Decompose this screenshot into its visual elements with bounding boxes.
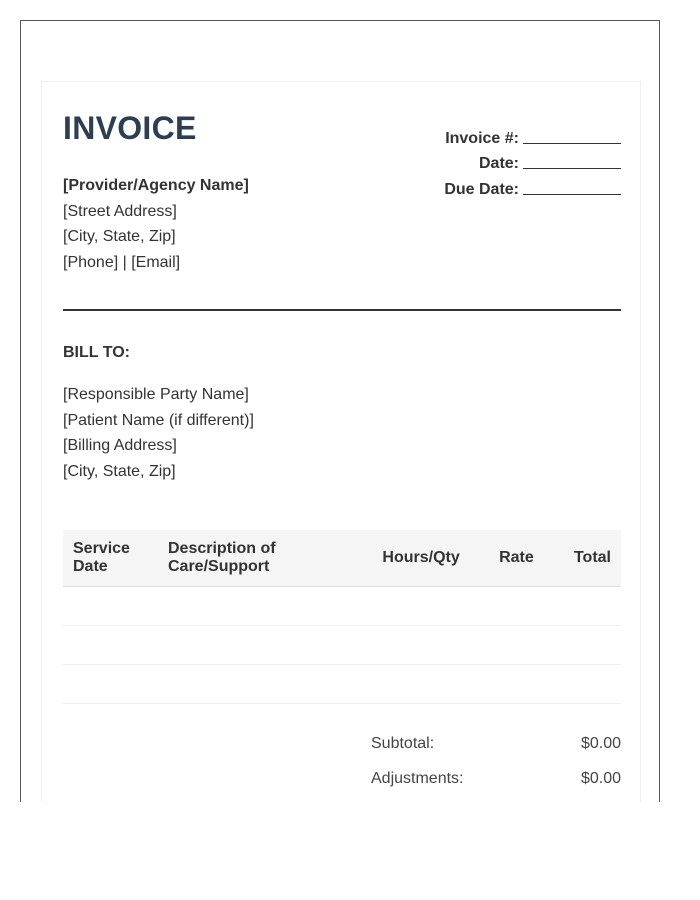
table-row xyxy=(63,586,621,625)
subtotal-row xyxy=(371,726,621,761)
patient-name: [Patient Name (if different)] xyxy=(63,411,254,429)
due-date-blank xyxy=(523,179,621,195)
invoice-title: INVOICE xyxy=(63,110,197,146)
responsible-party-name: [Responsible Party Name] xyxy=(63,386,249,403)
provider-name: [Provider/Agency Name] xyxy=(63,177,249,194)
invoice-date-row xyxy=(444,148,621,174)
due-date-label: Due Date: xyxy=(444,180,519,198)
bill-to-heading: BILL TO: xyxy=(63,344,130,361)
invoice-number-blank xyxy=(523,128,621,144)
subtotal-value: $0.00 xyxy=(580,735,621,752)
adjustments-value: $0.00 xyxy=(580,770,621,787)
col-total: Total xyxy=(544,530,621,586)
invoice-number-row xyxy=(444,122,621,148)
invoice-number-label: Invoice #: xyxy=(445,129,519,147)
bill-to-block xyxy=(63,382,254,485)
invoice-meta xyxy=(444,122,621,199)
table-row xyxy=(63,625,621,664)
due-date-row xyxy=(444,173,621,199)
col-service-date: Service Date xyxy=(63,530,158,586)
provider-contact: [Phone] | [Email] xyxy=(63,253,181,271)
adjustments-row xyxy=(371,761,621,796)
adjustments-label: Adjustments: xyxy=(371,770,464,787)
header-divider xyxy=(63,309,621,311)
document-frame xyxy=(20,20,660,802)
totals-block xyxy=(371,726,621,796)
provider-street: [Street Address] xyxy=(63,202,177,220)
subtotal-label: Subtotal: xyxy=(371,735,435,752)
invoice-date-label: Date: xyxy=(478,155,519,172)
billing-city: [City, State, Zip] xyxy=(63,463,176,481)
billing-address: [Billing Address] xyxy=(63,437,177,455)
col-description: Description of Care/Support xyxy=(158,530,338,586)
invoice-page xyxy=(41,81,641,802)
table-row xyxy=(63,664,621,703)
col-rate: Rate xyxy=(470,530,544,586)
invoice-date-blank xyxy=(523,153,621,169)
table-header-row xyxy=(63,530,621,586)
services-table xyxy=(63,530,621,704)
col-hours-qty: Hours/Qty xyxy=(338,530,470,586)
provider-block xyxy=(63,173,249,275)
provider-city: [City, State, Zip] xyxy=(63,228,176,245)
